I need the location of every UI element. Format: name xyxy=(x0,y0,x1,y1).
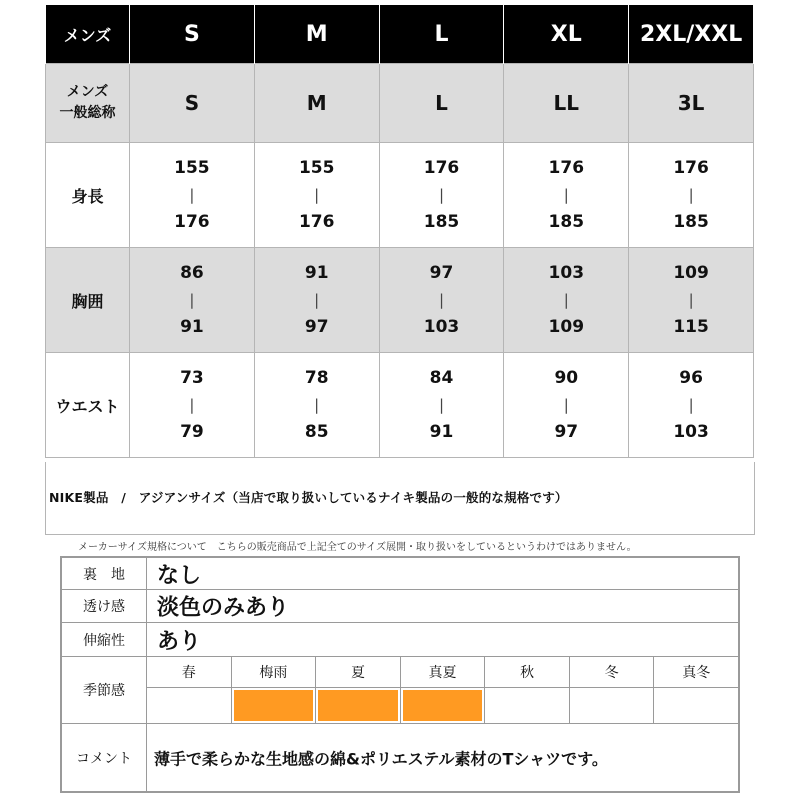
season-label: 季節感 xyxy=(62,657,147,723)
season-column xyxy=(570,657,655,723)
size-table xyxy=(45,5,754,458)
chest-row xyxy=(46,248,754,353)
season-mark-active xyxy=(318,690,398,721)
chest-cell xyxy=(130,248,255,353)
sheer-value: 淡色のみあり xyxy=(157,595,290,621)
chest-cell xyxy=(254,248,379,353)
range-separator: | xyxy=(688,396,694,414)
chest-max: 115 xyxy=(673,317,709,337)
range-separator: | xyxy=(563,186,569,204)
season-name: 真冬 xyxy=(654,657,738,688)
height-cell xyxy=(379,143,504,248)
stretch-label: 伸縮性 xyxy=(62,623,147,656)
height-min: 176 xyxy=(548,158,585,178)
chest-max: 97 xyxy=(304,317,329,337)
header-size: S xyxy=(130,5,255,64)
general-size: 3L xyxy=(629,64,754,143)
chest-cell xyxy=(629,248,754,353)
height-min: 176 xyxy=(423,158,460,178)
general-label-line2: 一般総称 xyxy=(59,105,116,121)
season-column xyxy=(485,657,570,723)
season-name: 秋 xyxy=(485,657,569,688)
lining-label: 裏 地 xyxy=(62,558,147,589)
comment-text: 薄手で柔らかな生地感の綿&ポリエステル素材のTシャツです。 xyxy=(154,749,608,768)
height-max: 185 xyxy=(548,212,585,232)
stretch-value: あり xyxy=(157,629,202,654)
waist-row xyxy=(46,353,754,458)
waist-min: 78 xyxy=(304,368,329,388)
season-mark-inactive xyxy=(572,690,652,721)
range-separator: | xyxy=(688,186,694,204)
lining-row xyxy=(62,558,738,590)
height-max: 185 xyxy=(673,212,709,232)
waist-cell xyxy=(254,353,379,458)
waist-max: 103 xyxy=(673,422,709,442)
height-max: 176 xyxy=(298,212,335,232)
height-max: 176 xyxy=(174,212,210,232)
season-mark-inactive xyxy=(149,690,229,721)
waist-max: 79 xyxy=(180,422,204,442)
header-size: L xyxy=(379,5,504,64)
chest-max: 91 xyxy=(180,317,204,337)
material-table xyxy=(60,556,740,793)
range-separator: | xyxy=(314,186,320,204)
range-separator: | xyxy=(189,186,195,204)
header-size: XL xyxy=(504,5,629,64)
season-column xyxy=(654,657,738,723)
header-size: M xyxy=(254,5,379,64)
range-separator: | xyxy=(688,291,694,309)
height-min: 176 xyxy=(673,158,709,178)
range-separator: | xyxy=(314,291,320,309)
waist-min: 84 xyxy=(429,368,454,388)
range-separator: | xyxy=(189,291,195,309)
sheer-row xyxy=(62,590,738,623)
chest-cell xyxy=(379,248,504,353)
general-size: L xyxy=(379,64,504,143)
height-cell xyxy=(504,143,629,248)
size-caption: メーカーサイズ規格について こちらの販売商品で上記全てのサイズ展開・取り扱いをしているというわけではありません。 xyxy=(78,542,637,553)
season-name: 梅雨 xyxy=(232,657,316,688)
height-cell xyxy=(629,143,754,248)
season-column xyxy=(316,657,401,723)
season-mark-inactive xyxy=(487,690,567,721)
season-column xyxy=(147,657,232,723)
waist-min: 90 xyxy=(554,368,579,388)
chest-min: 103 xyxy=(548,263,585,283)
height-label: 身長 xyxy=(46,143,130,248)
waist-max: 85 xyxy=(304,422,329,442)
range-separator: | xyxy=(438,186,445,204)
general-size: LL xyxy=(504,64,629,143)
season-mark-active xyxy=(403,690,483,721)
chest-min: 91 xyxy=(304,263,329,283)
comment-row xyxy=(62,724,738,791)
range-separator: | xyxy=(438,291,445,309)
height-row xyxy=(46,143,754,248)
range-separator: | xyxy=(314,396,320,414)
general-size: M xyxy=(254,64,379,143)
waist-cell xyxy=(504,353,629,458)
height-min: 155 xyxy=(174,158,210,178)
waist-min: 96 xyxy=(679,368,703,388)
comment-label: コメント xyxy=(62,724,147,791)
season-mark-active xyxy=(234,690,314,721)
height-min: 155 xyxy=(298,158,335,178)
general-size: S xyxy=(130,64,255,143)
general-label xyxy=(46,64,130,143)
season-name: 冬 xyxy=(570,657,654,688)
waist-cell xyxy=(130,353,255,458)
waist-cell xyxy=(629,353,754,458)
chest-label: 胸囲 xyxy=(46,248,130,353)
chest-min: 109 xyxy=(673,263,709,283)
chest-min: 97 xyxy=(429,263,454,283)
season-column xyxy=(232,657,317,723)
season-name: 春 xyxy=(147,657,231,688)
header-label: メンズ xyxy=(46,5,130,64)
header-size: 2XL/XXL xyxy=(629,5,754,64)
range-separator: | xyxy=(563,396,569,414)
chest-max: 103 xyxy=(423,317,460,337)
season-name: 夏 xyxy=(316,657,400,688)
season-column xyxy=(401,657,486,723)
chest-max: 109 xyxy=(548,317,585,337)
chest-min: 86 xyxy=(180,263,204,283)
season-row xyxy=(62,657,738,724)
waist-min: 73 xyxy=(180,368,204,388)
season-grid xyxy=(147,657,738,723)
general-label-line1: メンズ xyxy=(66,84,109,100)
general-size-row xyxy=(46,64,754,143)
season-name: 真夏 xyxy=(401,657,485,688)
range-separator: | xyxy=(563,291,569,309)
waist-max: 97 xyxy=(554,422,579,442)
waist-label: ウエスト xyxy=(46,353,130,458)
height-max: 185 xyxy=(423,212,460,232)
range-separator: | xyxy=(189,396,195,414)
size-header-row xyxy=(46,5,754,64)
height-cell xyxy=(130,143,255,248)
waist-max: 91 xyxy=(429,422,454,442)
range-separator: | xyxy=(438,396,445,414)
height-cell xyxy=(254,143,379,248)
season-mark-inactive xyxy=(656,690,736,721)
waist-cell xyxy=(379,353,504,458)
lining-value: なし xyxy=(157,563,202,588)
note-box xyxy=(45,462,755,535)
stretch-row xyxy=(62,623,738,657)
size-note: NIKE製品 / アジアンサイズ（当店で取り扱いしているナイキ製品の一般的な規格です） xyxy=(49,490,568,505)
sheer-label: 透け感 xyxy=(62,590,147,622)
chest-cell xyxy=(504,248,629,353)
